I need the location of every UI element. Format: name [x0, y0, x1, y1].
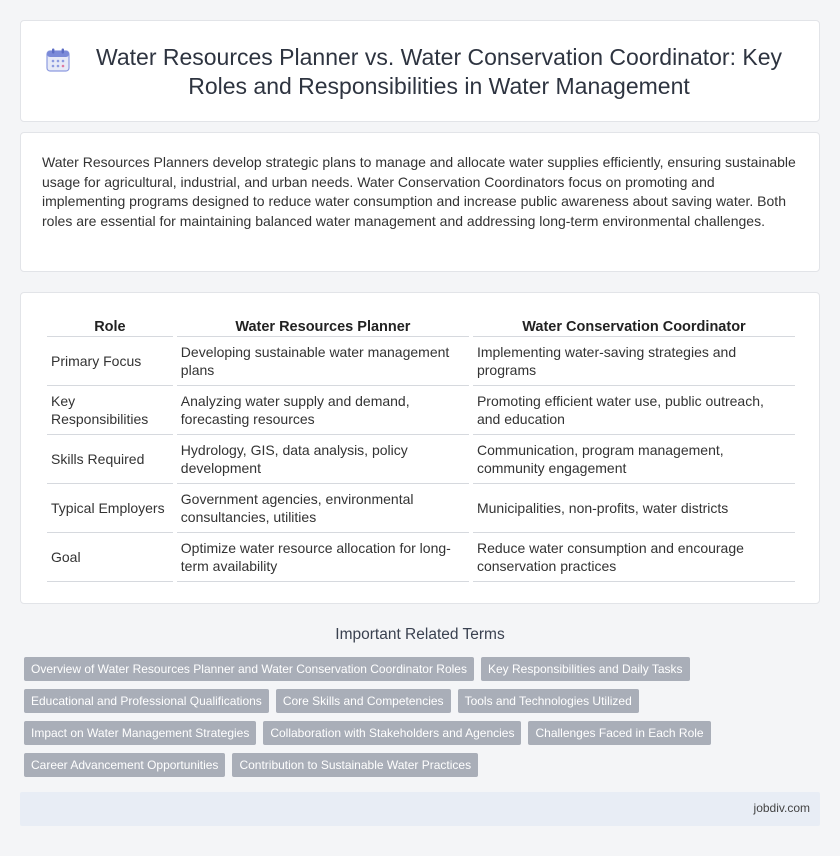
related-term-tag[interactable]: Key Responsibilities and Daily Tasks — [481, 657, 690, 681]
header-coordinator: Water Conservation Coordinator — [473, 315, 795, 337]
tag-row — [24, 721, 824, 745]
row-label: Primary Focus — [47, 337, 173, 386]
planner-cell: Developing sustainable water management plans — [177, 337, 469, 386]
related-term-tag[interactable]: Career Advancement Opportunities — [24, 753, 225, 777]
footer — [20, 792, 820, 826]
planner-cell: Government agencies, environmental consultancies, utilities — [177, 484, 469, 533]
coordinator-cell: Reduce water consumption and encourage conservation practices — [473, 533, 795, 582]
tag-row — [24, 753, 824, 777]
related-terms-title: Important Related Terms — [335, 626, 505, 643]
page-title: Water Resources Planner vs. Water Conservation Coordinator: Key Roles and Responsibilities in Water Management — [95, 44, 783, 99]
table-row — [47, 337, 795, 386]
intro-paragraph: Water Resources Planners develop strategic plans to manage and allocate water supplies efficiently, ensuring sustainable usage for agricultural, industrial, and urban needs. Water Conservation Coordinators focus on promoting and implementing programs designed to reduce water consumption and increase public awareness about saving water. Both roles are essential for maintaining balanced water management and addressing long-term environmental challenges. — [42, 154, 796, 229]
table-header-row — [47, 315, 795, 337]
tag-row — [24, 689, 824, 713]
footer-site-link[interactable]: jobdiv.com — [753, 801, 810, 815]
table-row — [47, 533, 795, 582]
related-term-tag[interactable]: Educational and Professional Qualifications — [24, 689, 269, 713]
tag-row — [24, 657, 824, 681]
planner-cell: Hydrology, GIS, data analysis, policy development — [177, 435, 469, 484]
related-term-tag[interactable]: Contribution to Sustainable Water Practices — [232, 753, 478, 777]
comparison-table — [43, 315, 799, 582]
row-label: Typical Employers — [47, 484, 173, 533]
intro-card — [20, 132, 820, 272]
related-term-tag[interactable]: Challenges Faced in Each Role — [528, 721, 710, 745]
related-term-tag[interactable]: Core Skills and Competencies — [276, 689, 451, 713]
calendar-icon — [45, 47, 71, 73]
comparison-table-card — [20, 292, 820, 604]
header-role: Role — [47, 315, 173, 337]
row-label: Goal — [47, 533, 173, 582]
related-terms-tags — [24, 657, 824, 785]
related-term-tag[interactable]: Collaboration with Stakeholders and Agencies — [263, 721, 521, 745]
coordinator-cell: Implementing water-saving strategies and programs — [473, 337, 795, 386]
related-term-tag[interactable]: Impact on Water Management Strategies — [24, 721, 256, 745]
coordinator-cell: Promoting efficient water use, public outreach, and education — [473, 386, 795, 435]
title-card — [20, 20, 820, 122]
row-label: Key Responsibilities — [47, 386, 173, 435]
header-planner: Water Resources Planner — [177, 315, 469, 337]
row-label: Skills Required — [47, 435, 173, 484]
planner-cell: Optimize water resource allocation for long-term availability — [177, 533, 469, 582]
table-row — [47, 386, 795, 435]
planner-cell: Analyzing water supply and demand, forecasting resources — [177, 386, 469, 435]
coordinator-cell: Municipalities, non-profits, water districts — [473, 484, 795, 533]
related-term-tag[interactable]: Overview of Water Resources Planner and Water Conservation Coordinator Roles — [24, 657, 474, 681]
related-term-tag[interactable]: Tools and Technologies Utilized — [458, 689, 639, 713]
coordinator-cell: Communication, program management, community engagement — [473, 435, 795, 484]
title-wrap — [45, 43, 795, 101]
table-row — [47, 435, 795, 484]
table-row — [47, 484, 795, 533]
